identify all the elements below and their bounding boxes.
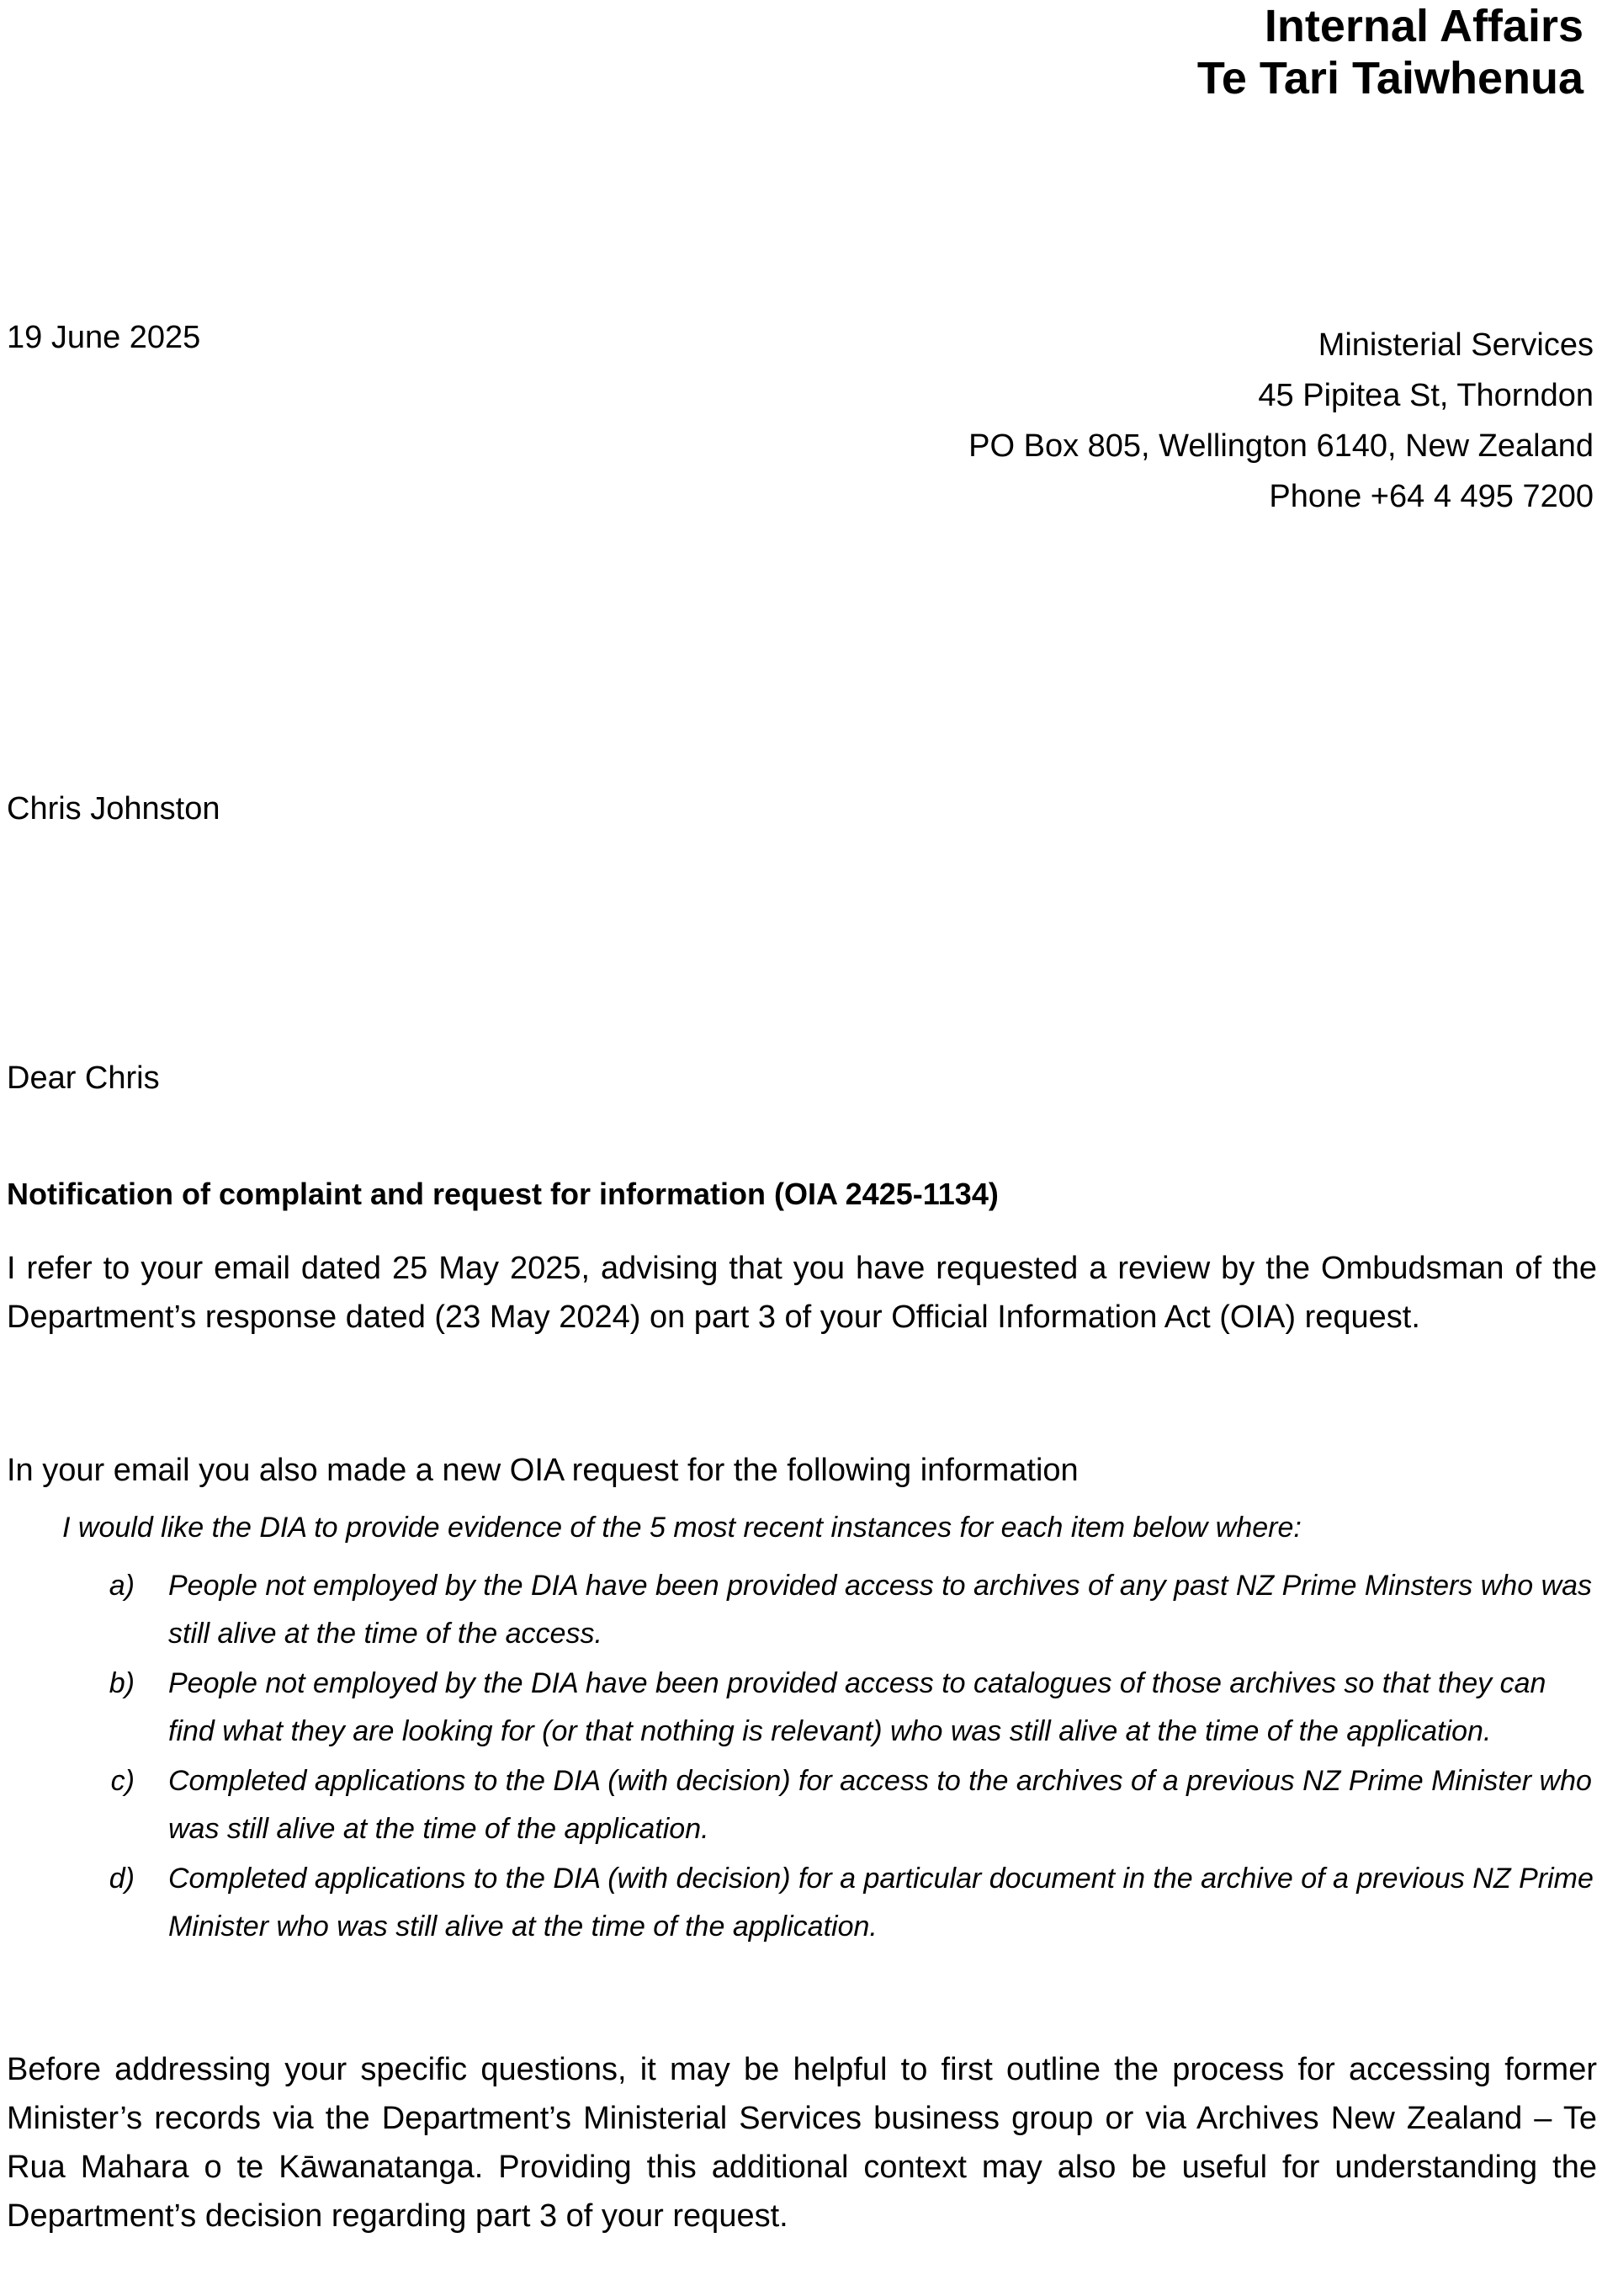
sender-unit: Ministerial Services	[1318, 327, 1594, 363]
request-item-a	[84, 1562, 1599, 1658]
sender-po-box: PO Box 805, Wellington 6140, New Zealand	[968, 428, 1594, 464]
request-item-marker: a)	[109, 1570, 135, 1602]
salutation: Dear Chris	[7, 1060, 160, 1096]
request-item-b	[84, 1660, 1599, 1756]
request-item-text: People not employed by the DIA have been provided access to archives of any past NZ Prime Minsters who was still alive at the time of the access.	[168, 1570, 1593, 1650]
request-intro: I would like the DIA to provide evidence of the 5 most recent instances for each item below where:	[62, 1512, 1302, 1544]
letter-date: 19 June 2025	[7, 320, 201, 355]
sender-phone: Phone +64 4 495 7200	[1269, 479, 1594, 514]
request-item-list	[84, 1562, 1599, 1953]
request-item-d	[84, 1855, 1599, 1951]
request-item-c	[84, 1757, 1599, 1853]
request-item-marker: d)	[109, 1863, 135, 1895]
request-item-text: People not employed by the DIA have been provided access to catalogues of those archives so that they can find what they are looking for (or that nothing is relevant) who was still alive at the time of the application.	[168, 1667, 1546, 1747]
request-item-text: Completed applications to the DIA (with decision) for a particular document in the archive of a previous NZ Prime Minister who was still alive at the time of the application.	[168, 1863, 1594, 1943]
request-item-marker: b)	[109, 1667, 135, 1699]
paragraph-new-request: In your email you also made a new OIA request for the following information	[7, 1453, 1079, 1488]
logo-line-maori: Te Tari Taiwhenua	[1196, 53, 1583, 104]
request-item-marker: c)	[110, 1765, 135, 1797]
logo-line-english: Internal Affairs	[1264, 1, 1583, 51]
sender-street: 45 Pipitea St, Thorndon	[1258, 378, 1594, 413]
recipient-name: Chris Johnston	[7, 791, 220, 826]
department-logo	[1112, 0, 1583, 104]
sender-address	[968, 320, 1594, 522]
letter-subject: Notification of complaint and request for information (OIA 2425-1134)	[7, 1177, 999, 1211]
paragraph-context: Before addressing your specific questions, it may be helpful to first outline the process for accessing former Minister’s records via the Department’s Ministerial Services business group or via Archives New Zealand – Te Rua Mahara o te Kāwanatanga. Providing this additional context may also be useful for understanding the Department’s decision regarding part 3 of your request.	[7, 2052, 1597, 2234]
request-item-text: Completed applications to the DIA (with decision) for access to the archives of a previous NZ Prime Minister who was still alive at the time of the application.	[168, 1765, 1592, 1845]
paragraph-complaint: I refer to your email dated 25 May 2025, advising that you have requested a review by the Ombudsman of the Department’s response dated (23 May 2024) on part 3 of your Official Information Act (OIA) request.	[7, 1251, 1597, 1335]
